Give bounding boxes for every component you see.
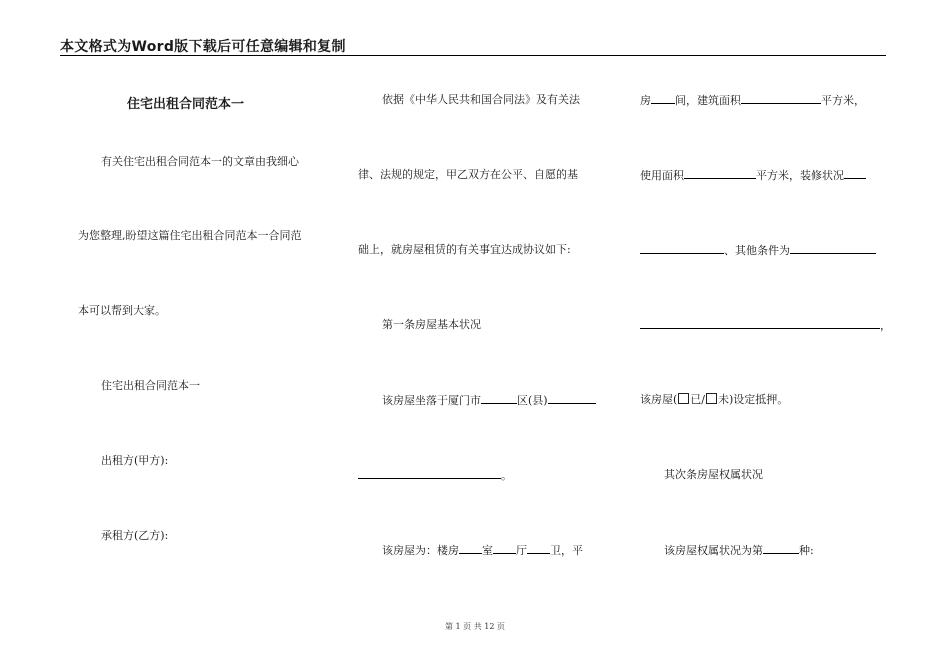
preamble-line-1: 依据《中华人民共和国合同法》及有关法 [382,93,580,106]
bedroom-text: 室 [482,544,493,557]
usable-area-blank [684,168,756,179]
other-conditions-line [640,243,876,258]
address-continuation-line [358,468,512,483]
intro-line-3: 本可以帮到大家。 [78,304,166,317]
room-suffix-text: 房 [640,94,651,107]
preamble-line-3: 础上，就房屋租赁的有关事宜达成协议如下: [358,243,571,256]
article-1-heading: 第一条房屋基本状况 [382,318,481,331]
conditions-comma: ， [880,319,891,332]
article-2-heading: 其次条房屋权属状况 [664,468,763,481]
area-line [640,93,865,108]
livingroom-count-blank [493,543,516,554]
bathroom-count-blank [527,543,550,554]
ownership-type-blank [763,543,799,554]
room-type-text: 该房屋为：楼房 [382,544,459,557]
livingroom-text: 厅 [516,544,527,557]
decoration-detail-blank [640,243,724,254]
decoration-blank [844,168,866,179]
mortgaged-text: 已/ [690,393,706,406]
location-city-text: 该房屋坐落于厦门市 [382,394,481,407]
document-header-banner: 本文格式为Word版下载后可任意编辑和复制 [60,39,346,55]
mortgage-prefix: 该房屋( [640,393,678,406]
page-number-footer: 第 1 页 共 12 页 [445,622,505,631]
intro-line-2: 为您整理,盼望这篇住宅出租合同范本一合同范 [78,229,302,242]
location-line [382,393,596,408]
bedroom-count-blank [459,543,482,554]
not-mortgaged-text: 未)设定抵押。 [718,393,789,406]
preamble-line-2: 律、法规的规定，甲乙双方在公平、自愿的基 [358,168,578,181]
conditions-continuation-line [640,318,891,333]
building-area-text: 间，建筑面积 [675,94,741,107]
district-blank [481,393,517,404]
building-area-unit: 平方米， [821,94,865,107]
contract-subtitle: 住宅出租合同范本一 [101,379,200,392]
address-full-blank [358,468,501,479]
conditions-full-blank [640,318,880,329]
header-divider [60,55,886,56]
ownership-suffix: 种: [799,544,814,557]
party-b-label: 承租方(乙方): [101,529,169,542]
address-period: 。 [501,469,512,482]
intro-line-1: 有关住宅出租合同范本一的文章由我细心 [101,155,299,168]
document-title: 住宅出租合同范本一 [127,97,245,112]
other-conditions-blank [790,243,876,254]
mortgage-line [640,393,788,407]
other-conditions-text: 、其他条件为 [724,244,790,257]
usable-area-line [640,168,866,183]
room-layout-line [382,543,583,558]
building-area-blank [741,93,821,104]
mortgaged-checkbox[interactable] [678,393,689,404]
location-district-text: 区(县) [517,394,548,407]
party-a-label: 出租方(甲方): [101,454,169,467]
address-blank [548,393,596,404]
ownership-text: 该房屋权属状况为第 [664,544,763,557]
decoration-text: 平方米，装修状况 [756,169,844,182]
room-count-blank [651,93,675,104]
bathroom-text: 卫，平 [550,544,583,557]
usable-area-text: 使用面积 [640,169,684,182]
ownership-line [664,543,814,558]
not-mortgaged-checkbox[interactable] [706,393,717,404]
